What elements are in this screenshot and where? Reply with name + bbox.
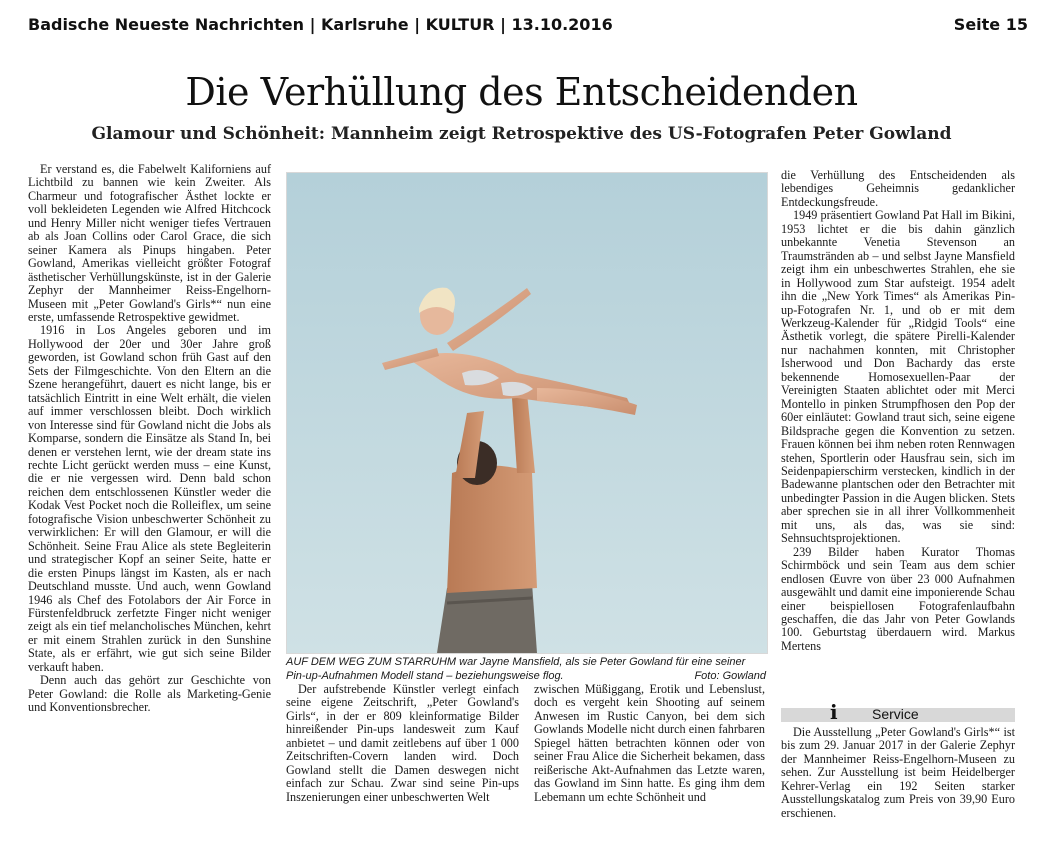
service-box-text xyxy=(781,726,1015,820)
photo-credit: Foto: Gowland xyxy=(694,669,766,682)
article-headline: Die Verhüllung des Entscheidenden xyxy=(185,70,858,114)
paragraph: Der aufstrebende Künstler verlegt einfach seine eigene Zeitschrift, „Peter Gowland's Girls“, in der er 809 kleinformatige Bilder hinreißender Pin-ups landesweit zum Kauf anbietet – und damit zeitlebens auf über 1 000 Zeitschriften-Covern landen wird. Doch Gowland stellt die Damen deswegen nicht einfach zur Schau. Zwar sind seine Pin-ups Inszenierungen einer unbeschwerten Welt xyxy=(286,682,519,804)
article-column-2 xyxy=(286,683,519,804)
pinup-photo-illustration xyxy=(287,173,767,653)
paragraph: 1916 in Los Angeles geboren und im Hollywood der 20er und 30er Jahre groß geworden, ist Gowland schon früh Gast auf den Sets der Filmgeschichte. Von den Eltern an die Szene herangeführt, dauert es nicht lange, bis er tatsächlich Eintritt in eine Welt erhält, die vielen auf immer verschlossen bleibt. Doch wirklich von Interesse sind für Gowland nicht die Jobs als Komparse, sondern die Einsätze als Stand In, bei denen er verstehen lernt, wie der dream state ins rechte Licht gerückt werden muss – eine Kunst, die er nie vergessen wird. Denn bald schon reichen dem entschlossenen Künstler weder die Kodak Vest Pocket noch die Rolleiflex, um seine fotografische Vision unbeschwerter Schönheit zu verwirklichen: Er will den Glamour, er will die Schönheit. Seine Frau Alice als stete Begleiterin und strategischer Kopf an seiner Seite, hatte er die ersten Pinups längst im Kasten, als er nach Deutschland musste. Und auch, wenn Gowland 1946 als Chef des Fotolabors der Air Force in Fürstenfeldbruck zerfetzte Finger nicht weniger zeigt als ein tief melancholisches München, kehrt er mit einem Strahlen zurück in den Sunshine State, als er erfährt, wie gut sich seine Bilder verkauft haben. xyxy=(28,323,271,674)
newspaper-header xyxy=(28,15,1028,39)
paragraph xyxy=(781,546,1015,654)
service-label: Service xyxy=(872,706,919,722)
paragraph: 1949 präsentiert Gowland Pat Hall im Bikini, 1953 lichtet er die bis dahin gänzlich unbekannte Venetia Stevenson an Traumstränden ab – und selbst Jayne Mansfield zeigt ihm ein unbeschwertes Strahlen, ehe sie in Hollywood zum Star aufsteigt. 1954 adelt ihn die „New York Times“ als Amerikas Pin-up-Fotografen Nr. 1, und ob er mit dem Werkzeug-Kalender für „Ridgid Tools“ eine Ästhetik vorlegt, die spätere Pirelli-Kalender nur nachahmen konnten, mit Christopher Isherwood und Don Bachardy das erste bekennende Homosexuellen-Paar der Vereinigten Staaten ablichtet oder mit Merci Montello in pinken Strumpfhosen den Pop der 60er einläutet: Gowland traut sich, seine eigene Bildsprache gegen die Konvention zu setzen. Frauen können bei ihm neben roten Rennwagen stehen, Sportlerin oder Hausfrau sein, sich im Seidenpapierschirm verstecken, kindlich in der Badewanne plantschen oder den Betrachter mit unbedingter Passion in die Augen blicken. Stets aber sprechen sie in all ihrer Vollkommenheit mit uns, als das, was sie sind: Sehnsuchtsprojektionen. xyxy=(781,208,1015,546)
article-subheadline: Glamour und Schönheit: Mannheim zeigt Retrospektive des US-Fotografen Peter Gowland xyxy=(91,124,952,144)
author-byline: Markus Mertens xyxy=(781,625,1015,653)
article-column-4 xyxy=(781,169,1015,653)
masthead: Badische Neueste Nachrichten | Karlsruhe | KULTUR | 13.10.2016 xyxy=(28,15,613,34)
article-photo xyxy=(286,172,768,654)
paragraph: Denn auch das gehört zur Geschichte von Peter Gowland: die Rolle als Marketing-Genie und Konventionsbrecher. xyxy=(28,673,271,715)
page-number: Seite 15 xyxy=(953,15,1028,34)
paragraph: Er verstand es, die Fabelwelt Kaliforniens auf Lichtbild zu bannen wie kein Zweiter. Als Charmeur und fotografischer Ästhet lockte er voll bekleideten Legenden wie Alfred Hitchcock und Henry Miller nicht weniger tiefes Vertrauen ab als Joan Collins oder Carol Grace, die sich seiner Kamera als Pinups hingaben. Peter Gowland, Amerikas vielleicht größter Fotograf ästhetischer Verhüllungskünste, ist in der Galerie Zephyr der Mannheimer Reiss-Engelhorn-Museen mit „Peter Gowland's Girls*“ nun eine erste, umfassende Retrospektive gewidmet. xyxy=(28,162,271,324)
paragraph-text: 239 Bilder haben Kurator Thomas Schirmböck und sein Team aus dem schier endlosen Œuvre von über 23 000 Aufnahmen ausgewählt und damit eine imponierende Schau einer beispiellosen Fotografenlaufbahn geschaffen, die das Jahr von Peter Gowlands 100. Geburtstag überdauern wird. xyxy=(781,544,1015,640)
caption-text: war Jayne Mansfield, als sie Peter Gowland für eine seiner Pin-up-Aufnahmen Modell stand – beziehungsweise flog. xyxy=(286,656,746,682)
caption-lead: AUF DEM WEG ZUM STARRUHM xyxy=(286,656,457,668)
paragraph: zwischen Müßiggang, Erotik und Lebenslust, doch es vergeht kein Shooting auf seinem Anwesen im Rustic Canyon, bei dem sich Gowlands Modelle nicht durch einen fahrbaren Spiegel hätten betrachten können oder von seiner Frau Alice die Sicherheit bekamen, dass reißerische Akt-Aufnahmen das Letzte waren, das Gowland im Sinn hatte. Es ging ihm dem Lebemann um echte Schönheit und xyxy=(534,682,765,804)
article-column-1 xyxy=(28,163,271,715)
photo-caption xyxy=(286,656,766,683)
paragraph: Die Ausstellung „Peter Gowland's Girls*“ ist bis zum 29. Januar 2017 in der Galerie Zephyr der Mannheimer Reiss-Engelhorn-Museen zu sehen. Zur Ausstellung ist beim Heidelberger Kehrer-Verlag ein 192 Seiten starker Ausstellungskatalog zum Preis von 39,90 Euro erschienen. xyxy=(781,725,1015,820)
article-column-3 xyxy=(534,683,765,804)
info-icon: i xyxy=(830,700,838,724)
paragraph: die Verhüllung des Entscheidenden als lebendiges Geheimnis gedanklicher Entdeckungsfreude. xyxy=(781,168,1015,209)
